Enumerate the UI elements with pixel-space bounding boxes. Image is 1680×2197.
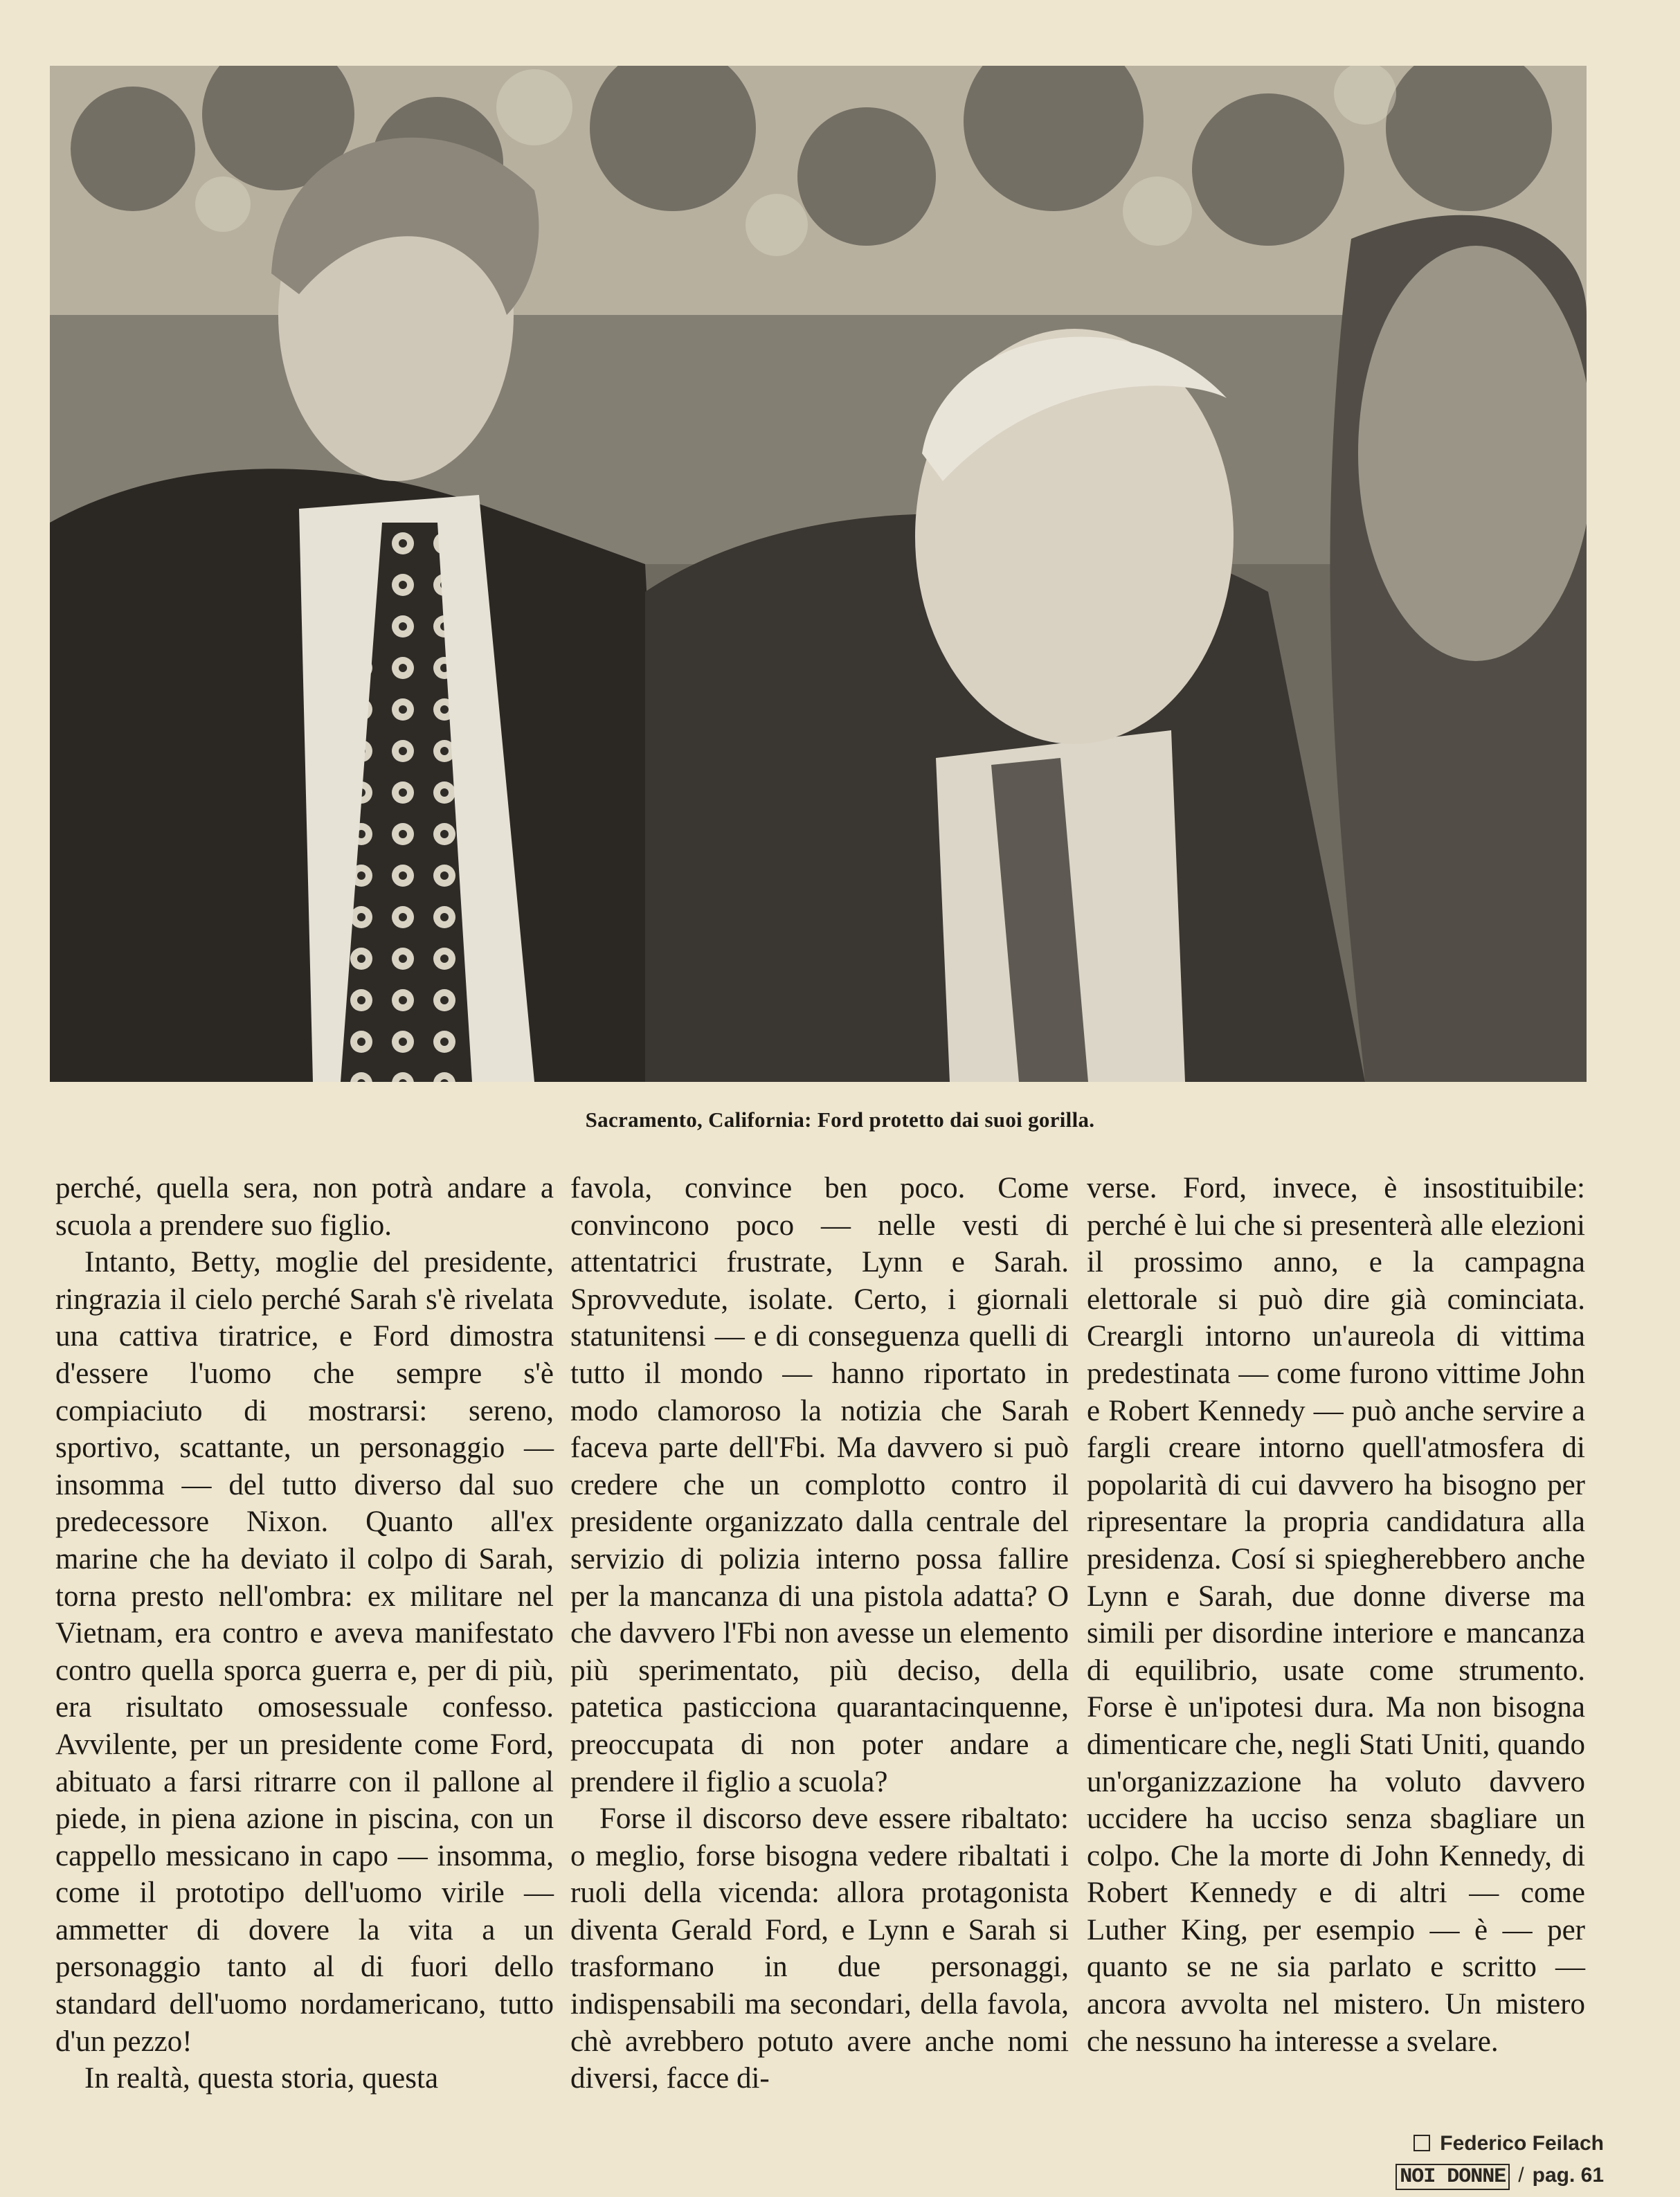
page-footer [1396,2164,1604,2189]
page-number: pag. 61 [1532,2164,1604,2187]
footer-separator: / [1518,2164,1524,2187]
author-name: Federico Feilach [1440,2132,1604,2155]
paragraph: favola, convince ben poco. Come convincono poco — nelle vesti di attentatrici frustrate, Lynn e Sarah. Sprovvedute, isolate. Certo, i giornali statunitensi — e di conseguenza quelli di tutto il mondo — hanno riportato in modo clamoroso la notizia che Sarah faceva parte dell'Fbi. Ma davvero si può credere che un complotto contro il presidente organizzato dalla centrale del servizio di polizia interno possa fallire per la mancanza di una pistola adatta? O che davvero l'Fbi non avesse un elemento più sperimentato, più deciso, della patetica pasticciona quarantacinquenne, preoccupata di non poter andare a prendere il figlio a scuola? [570,1172,1069,1798]
article-column-3 [1087,1170,1585,2060]
paragraph: verse. Ford, invece, è insostituibile: perché è lui che si presenterà alle elezioni il prossimo anno, e la campagna elettorale si può dire già cominciata. Creargli intorno un'aureola di vittima predestinata — come furono vittime John e Robert Kennedy — può anche servire a fargli creare intorno quell'atmosfera di popolarità di cui davvero ha bisogno per ripresentare la propria candidatura alla presidenza. Cosí si spiegherebbero anche Lynn e Sarah, due donne diverse ma simili per disordine interiore e mancanza di equilibrio, usate come strumento. Forse è un'ipotesi dura. Ma non bisogna dimenticare che, negli Stati Uniti, quando un'organizzazione ha voluto davvero uccidere ha ucciso senza sbagliare un colpo. Che la morte di John Kennedy, di Robert Kennedy e di altri — come Luther King, per esempio — è — per quanto se ne sia parlato e scritto — ancora avvolta nel mistero. Un mistero che nessuno ha interesse a svelare. [1087,1172,1585,2058]
article-photo [50,66,1587,1082]
photo-caption: Sacramento, California: Ford protetto dai suoi gorilla. [585,1107,1095,1132]
paragraph: Intanto, Betty, moglie del presidente, ringrazia il cielo perché Sarah s'è rivelata una cattiva tiratrice, e Ford dimostra d'essere l'uomo che sempre s'è compiaciuto di mostrarsi: sereno, sportivo, scattante, un personaggio — insomma — del tutto diverso dal suo predecessore Nixon. Quanto all'ex marine che ha deviato il colpo di Sarah, torna presto nell'ombra: ex militare nel Vietnam, era contro e aveva manifestato contro quella sporca guerra e, per di più, era risultato omosessuale confesso. Avvilente, per un presidente come Ford, abituato a farsi ritrarre con il pallone al piede, in piena azione in piscina, con un cappello messicano in capo — insomma, come il prototipo dell'uomo virile — ammetter di dovere la vita a un personaggio tanto al di fuori dello standard dell'uomo nordamericano, tutto d'un pezzo! [55,1246,554,2058]
article-column-2 [570,1170,1069,2097]
author-signature [1413,2132,1604,2155]
magazine-logo: NOI DONNE [1396,2164,1510,2190]
paragraph: Forse il discorso deve essere ribaltato: o meglio, forse bisogna vedere ribaltati i ruoli della vicenda: allora protagonista diventa Gerald Ford, e Lynn e Sarah si trasformano in due personaggi, indispensabili ma secondari, della favola, chè avrebbero potuto avere anche nomi diversi, facce di- [570,1802,1069,2095]
paragraph: perché, quella sera, non potrà andare a scuola a prendere suo figlio. [55,1172,554,1242]
photo-illustration [50,66,1587,1082]
article-column-1 [55,1170,554,2097]
square-bullet-icon [1413,2135,1430,2151]
paragraph: In realtà, questa storia, questa [84,2062,439,2095]
